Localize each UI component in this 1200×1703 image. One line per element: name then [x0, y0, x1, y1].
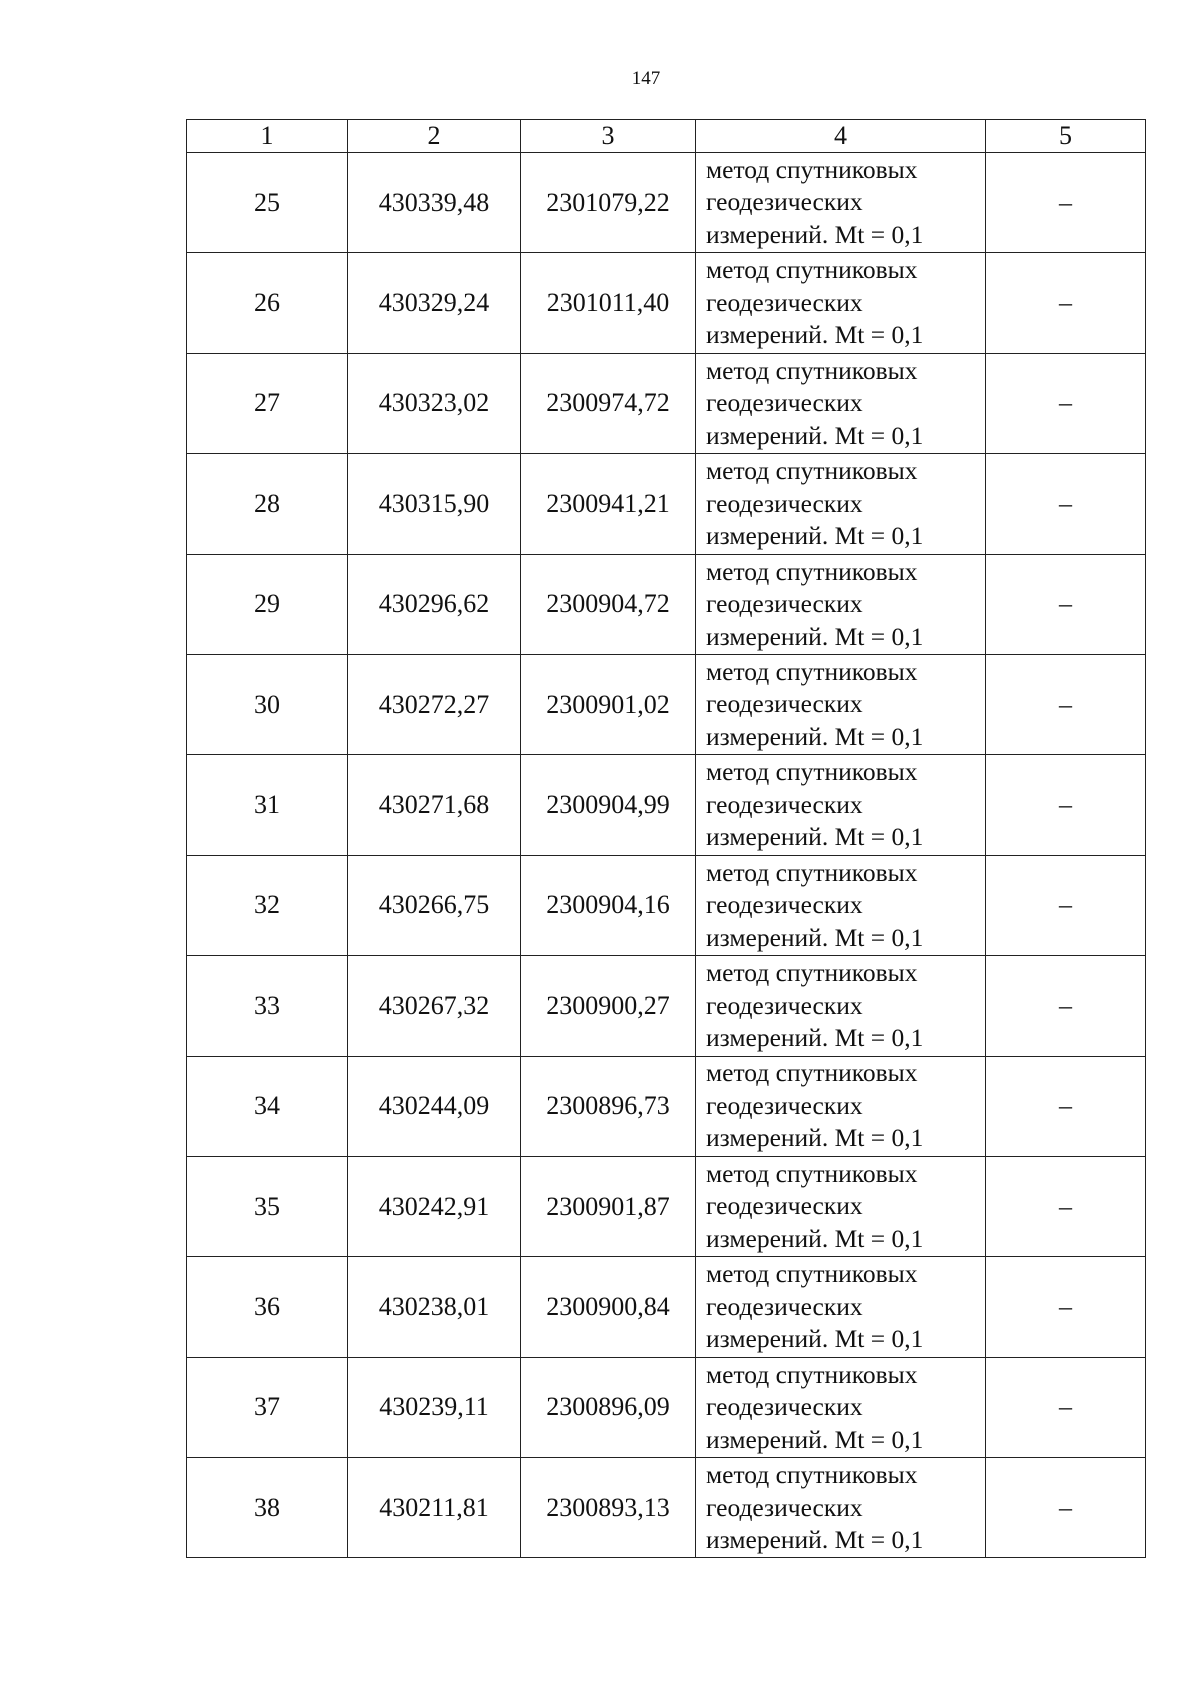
- x-coordinate-cell: 430242,91: [348, 1156, 521, 1256]
- point-number-cell: 31: [187, 755, 348, 855]
- method-line: геодезических: [706, 1392, 863, 1422]
- method-line: геодезических: [706, 1191, 863, 1221]
- point-number-cell: 35: [187, 1156, 348, 1256]
- method-line: геодезических: [706, 488, 863, 518]
- point-number-cell: 38: [187, 1458, 348, 1558]
- method-line: метод спутниковых: [706, 154, 918, 184]
- y-coordinate-cell: 2301011,40: [521, 253, 696, 353]
- method-line: измерений. Mt = 0,1: [706, 822, 924, 852]
- point-number-cell: 36: [187, 1257, 348, 1357]
- method-line: измерений. Mt = 0,1: [706, 521, 924, 551]
- method-cell: [696, 956, 986, 1056]
- x-coordinate-cell: 430267,32: [348, 956, 521, 1056]
- method-cell: [696, 153, 986, 253]
- note-cell: –: [986, 654, 1146, 754]
- method-line: метод спутниковых: [706, 1259, 918, 1289]
- note-cell: –: [986, 353, 1146, 453]
- table-header: [187, 120, 1146, 153]
- method-line: метод спутниковых: [706, 1058, 918, 1088]
- point-number-cell: 28: [187, 454, 348, 554]
- point-number-cell: 34: [187, 1056, 348, 1156]
- method-line: измерений. Mt = 0,1: [706, 1023, 924, 1053]
- method-cell: [696, 654, 986, 754]
- note-cell: –: [986, 1458, 1146, 1558]
- table-row: [187, 1156, 1146, 1256]
- method-line: измерений. Mt = 0,1: [706, 721, 924, 751]
- method-line: геодезических: [706, 1291, 863, 1321]
- table-body: [187, 153, 1146, 1558]
- y-coordinate-cell: 2300974,72: [521, 353, 696, 453]
- method-line: измерений. Mt = 0,1: [706, 621, 924, 651]
- method-line: метод спутниковых: [706, 355, 918, 385]
- point-number-cell: 37: [187, 1357, 348, 1457]
- method-line: метод спутниковых: [706, 255, 918, 285]
- note-cell: –: [986, 855, 1146, 955]
- y-coordinate-cell: 2301079,22: [521, 153, 696, 253]
- method-line: измерений. Mt = 0,1: [706, 219, 924, 249]
- table-row: [187, 1257, 1146, 1357]
- table-row: [187, 654, 1146, 754]
- note-cell: –: [986, 1257, 1146, 1357]
- table-row: [187, 1458, 1146, 1558]
- header-col-2: 2: [348, 120, 521, 153]
- header-col-3: 3: [521, 120, 696, 153]
- method-line: метод спутниковых: [706, 656, 918, 686]
- method-line: измерений. Mt = 0,1: [706, 1324, 924, 1354]
- x-coordinate-cell: 430239,11: [348, 1357, 521, 1457]
- table-row: [187, 153, 1146, 253]
- table-row: [187, 554, 1146, 654]
- method-line: геодезических: [706, 789, 863, 819]
- y-coordinate-cell: 2300901,87: [521, 1156, 696, 1256]
- table-row: [187, 956, 1146, 1056]
- x-coordinate-cell: 430238,01: [348, 1257, 521, 1357]
- point-number-cell: 33: [187, 956, 348, 1056]
- method-cell: [696, 1056, 986, 1156]
- page-number: 147: [631, 68, 661, 89]
- method-line: метод спутниковых: [706, 556, 918, 586]
- method-cell: [696, 855, 986, 955]
- method-line: измерений. Mt = 0,1: [706, 1223, 924, 1253]
- method-line: метод спутниковых: [706, 1359, 918, 1389]
- table-row: [187, 253, 1146, 353]
- point-number-cell: 32: [187, 855, 348, 955]
- note-cell: –: [986, 755, 1146, 855]
- point-number-cell: 27: [187, 353, 348, 453]
- method-line: геодезических: [706, 589, 863, 618]
- method-line: измерений. Mt = 0,1: [706, 1525, 924, 1555]
- note-cell: –: [986, 956, 1146, 1056]
- header-col-5: 5: [986, 120, 1146, 153]
- method-cell: [696, 755, 986, 855]
- method-line: геодезических: [706, 1090, 863, 1120]
- method-line: метод спутниковых: [706, 857, 918, 887]
- y-coordinate-cell: 2300941,21: [521, 454, 696, 554]
- point-number-cell: 26: [187, 253, 348, 353]
- x-coordinate-cell: 430244,09: [348, 1056, 521, 1156]
- method-line: геодезических: [706, 689, 863, 719]
- table-row: [187, 1357, 1146, 1457]
- x-coordinate-cell: 430315,90: [348, 454, 521, 554]
- x-coordinate-cell: 430271,68: [348, 755, 521, 855]
- header-row: [187, 120, 1146, 153]
- note-cell: –: [986, 1056, 1146, 1156]
- method-cell: [696, 353, 986, 453]
- x-coordinate-cell: 430339,48: [348, 153, 521, 253]
- table-row: [187, 855, 1146, 955]
- method-line: геодезических: [706, 187, 863, 217]
- x-coordinate-cell: 430266,75: [348, 855, 521, 955]
- x-coordinate-cell: 430323,02: [348, 353, 521, 453]
- header-col-1: 1: [187, 120, 348, 153]
- x-coordinate-cell: 430272,27: [348, 654, 521, 754]
- y-coordinate-cell: 2300900,84: [521, 1257, 696, 1357]
- method-line: метод спутниковых: [706, 757, 918, 787]
- x-coordinate-cell: 430211,81: [348, 1458, 521, 1558]
- table-row: [187, 454, 1146, 554]
- coordinates-table: [186, 119, 1146, 1558]
- method-line: геодезических: [706, 287, 863, 317]
- method-cell: [696, 1357, 986, 1457]
- method-cell: [696, 253, 986, 353]
- note-cell: –: [986, 1357, 1146, 1457]
- method-cell: [696, 1156, 986, 1256]
- y-coordinate-cell: 2300900,27: [521, 956, 696, 1056]
- header-col-4: 4: [696, 120, 986, 153]
- method-line: метод спутниковых: [706, 1460, 918, 1490]
- method-line: геодезических: [706, 1492, 863, 1522]
- method-line: геодезических: [706, 990, 863, 1020]
- y-coordinate-cell: 2300901,02: [521, 654, 696, 754]
- method-line: геодезических: [706, 388, 863, 418]
- method-cell: [696, 454, 986, 554]
- method-line: измерений. Mt = 0,1: [706, 420, 924, 450]
- y-coordinate-cell: 2300893,13: [521, 1458, 696, 1558]
- y-coordinate-cell: 2300904,16: [521, 855, 696, 955]
- method-line: измерений. Mt = 0,1: [706, 922, 924, 952]
- y-coordinate-cell: 2300896,73: [521, 1056, 696, 1156]
- point-number-cell: 25: [187, 153, 348, 253]
- table-row: [187, 1056, 1146, 1156]
- method-line: измерений. Mt = 0,1: [706, 320, 924, 350]
- method-cell: [696, 1458, 986, 1558]
- method-cell: [696, 1257, 986, 1357]
- note-cell: –: [986, 554, 1146, 654]
- method-line: метод спутниковых: [706, 958, 918, 988]
- method-cell: [696, 554, 986, 654]
- y-coordinate-cell: 2300904,72: [521, 554, 696, 654]
- table-row: [187, 353, 1146, 453]
- method-line: метод спутниковых: [706, 456, 918, 486]
- point-number-cell: 29: [187, 554, 348, 654]
- x-coordinate-cell: 430329,24: [348, 253, 521, 353]
- x-coordinate-cell: 430296,62: [348, 554, 521, 654]
- method-line: измерений. Mt = 0,1: [706, 1424, 924, 1454]
- method-line: метод спутниковых: [706, 1158, 918, 1188]
- y-coordinate-cell: 2300896,09: [521, 1357, 696, 1457]
- note-cell: –: [986, 153, 1146, 253]
- table-row: [187, 755, 1146, 855]
- point-number-cell: 30: [187, 654, 348, 754]
- note-cell: –: [986, 454, 1146, 554]
- note-cell: –: [986, 253, 1146, 353]
- note-cell: –: [986, 1156, 1146, 1256]
- y-coordinate-cell: 2300904,99: [521, 755, 696, 855]
- method-line: геодезических: [706, 890, 863, 920]
- method-line: измерений. Mt = 0,1: [706, 1123, 924, 1153]
